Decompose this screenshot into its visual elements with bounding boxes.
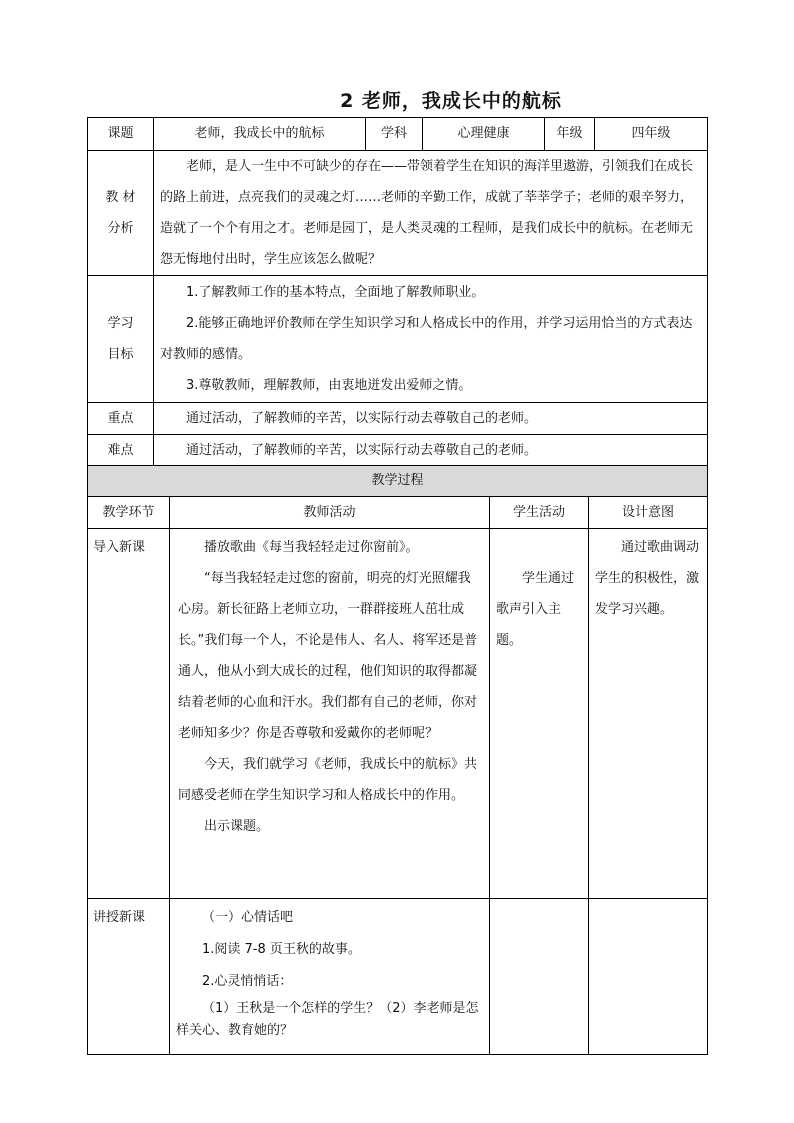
analysis-label-line-2: 分析 [107, 221, 134, 236]
teacher-paragraph: 今天，我们就学习《老师，我成长中的航标》共同感受老师在学生知识学习和人格成长中的作用。 [178, 757, 478, 803]
design-intent-cell [589, 529, 708, 899]
analysis-cell [154, 151, 708, 276]
analysis-row [88, 151, 708, 276]
stage-label: 导入新课 [93, 540, 146, 555]
analysis-label-line-1: 教 材 [105, 190, 136, 205]
goal-item-2: 2.能够正确地评价教师在学生知识学习和人格成长中的作用，并学习运用恰当的方式表达对教师的感情。 [160, 316, 693, 362]
difficulty-cell [154, 435, 708, 467]
key-point-cell [154, 403, 708, 435]
goals-row [88, 276, 708, 403]
page-title-text: 2 老师，我成长中的航标 [340, 90, 562, 112]
column-student: 学生活动 [490, 497, 589, 529]
goals-cell [154, 276, 708, 403]
teacher-activity-cell [170, 529, 490, 899]
table-row [88, 899, 708, 1055]
teacher-activity-cell [170, 899, 490, 1055]
topic-row [88, 118, 708, 151]
goal-item-3: 3.尊敬教师，理解教师，由衷地迸发出爱师之情。 [186, 378, 472, 393]
student-activity-cell [490, 899, 589, 1055]
teacher-paragraph: 1.阅读 7-8 页王秋的故事。 [202, 942, 361, 957]
column-intent: 设计意图 [589, 497, 708, 529]
teacher-paragraph: 2.心灵悄悄话： [202, 974, 293, 989]
topic-value: 老师，我成长中的航标 [154, 118, 366, 151]
key-point-text: 通过活动，了解教师的辛苦，以实际行动去尊敬自己的老师。 [186, 411, 538, 426]
analysis-text: 老师，是人一生中不可缺少的存在——带领着学生在知识的海洋里遨游，引领我们在成长的路上前进，点亮我们的灵魂之灯……老师的辛勤工作，成就了莘莘学子；老师的艰辛努力，造就了一个个有用之才。老师是园丁，是人类灵魂的工程师，是我们成长中的航标。在老师无怨无悔地付出时，学生应该怎么做呢？ [160, 159, 694, 267]
design-intent-text: 通过歌曲调动学生的积极性，激发学习兴趣。 [595, 540, 700, 617]
process-columns-row [88, 497, 708, 529]
goals-label [88, 276, 154, 403]
key-point-label: 重点 [88, 403, 154, 435]
subject-value: 心理健康 [423, 118, 545, 151]
stage-cell [88, 899, 170, 1055]
process-header: 教学过程 [88, 466, 708, 497]
process-header-row [88, 466, 708, 497]
teaching-process-table [87, 465, 708, 1055]
goal-item-1: 1.了解教师工作的基本特点，全面地了解教师职业。 [186, 285, 485, 300]
goals-label-line-1: 学习 [107, 316, 134, 331]
column-stage: 教学环节 [88, 497, 170, 529]
teacher-paragraph: （一）心情话吧 [202, 910, 294, 925]
teacher-paragraph: （1）王秋是一个怎样的学生？（2）李老师是怎样关心、教育她的？ [176, 1001, 479, 1038]
table-row [88, 529, 708, 899]
teacher-paragraph: 出示课题。 [204, 819, 270, 834]
stage-cell [88, 529, 170, 899]
grade-value: 四年级 [595, 118, 708, 151]
teacher-paragraph: “每当我轻轻走过您的窗前，明亮的灯光照耀我心房。新长征路上老师立功，一群群接班人茁壮成长。”我们每一个人，不论是伟人、名人、将军还是普通人，他从小到大成长的过程，他们知识的取得都凝结着老师的心血和汗水。我们都有自己的老师，你对老师知多少？你是否尊敬和爱戴你的老师呢？ [178, 571, 478, 741]
key-point-row [88, 403, 708, 435]
difficulty-row [88, 435, 708, 467]
topic-label: 课题 [88, 118, 154, 151]
student-activity-cell [490, 529, 589, 899]
analysis-label [88, 151, 154, 276]
goals-label-line-2: 目标 [107, 347, 134, 362]
difficulty-label: 难点 [88, 435, 154, 467]
grade-label: 年级 [545, 118, 595, 151]
student-activity-text: 学生通过歌声引入主题。 [496, 571, 575, 648]
difficulty-text: 通过活动，了解教师的辛苦，以实际行动去尊敬自己的老师。 [186, 443, 538, 458]
stage-label: 讲授新课 [93, 910, 146, 925]
design-intent-cell [589, 899, 708, 1055]
column-teacher: 教师活动 [170, 497, 490, 529]
page-title [0, 86, 794, 113]
teacher-paragraph: 播放歌曲《每当我轻轻走过你窗前》。 [204, 540, 419, 555]
lesson-info-table [87, 117, 708, 467]
subject-label: 学科 [366, 118, 423, 151]
